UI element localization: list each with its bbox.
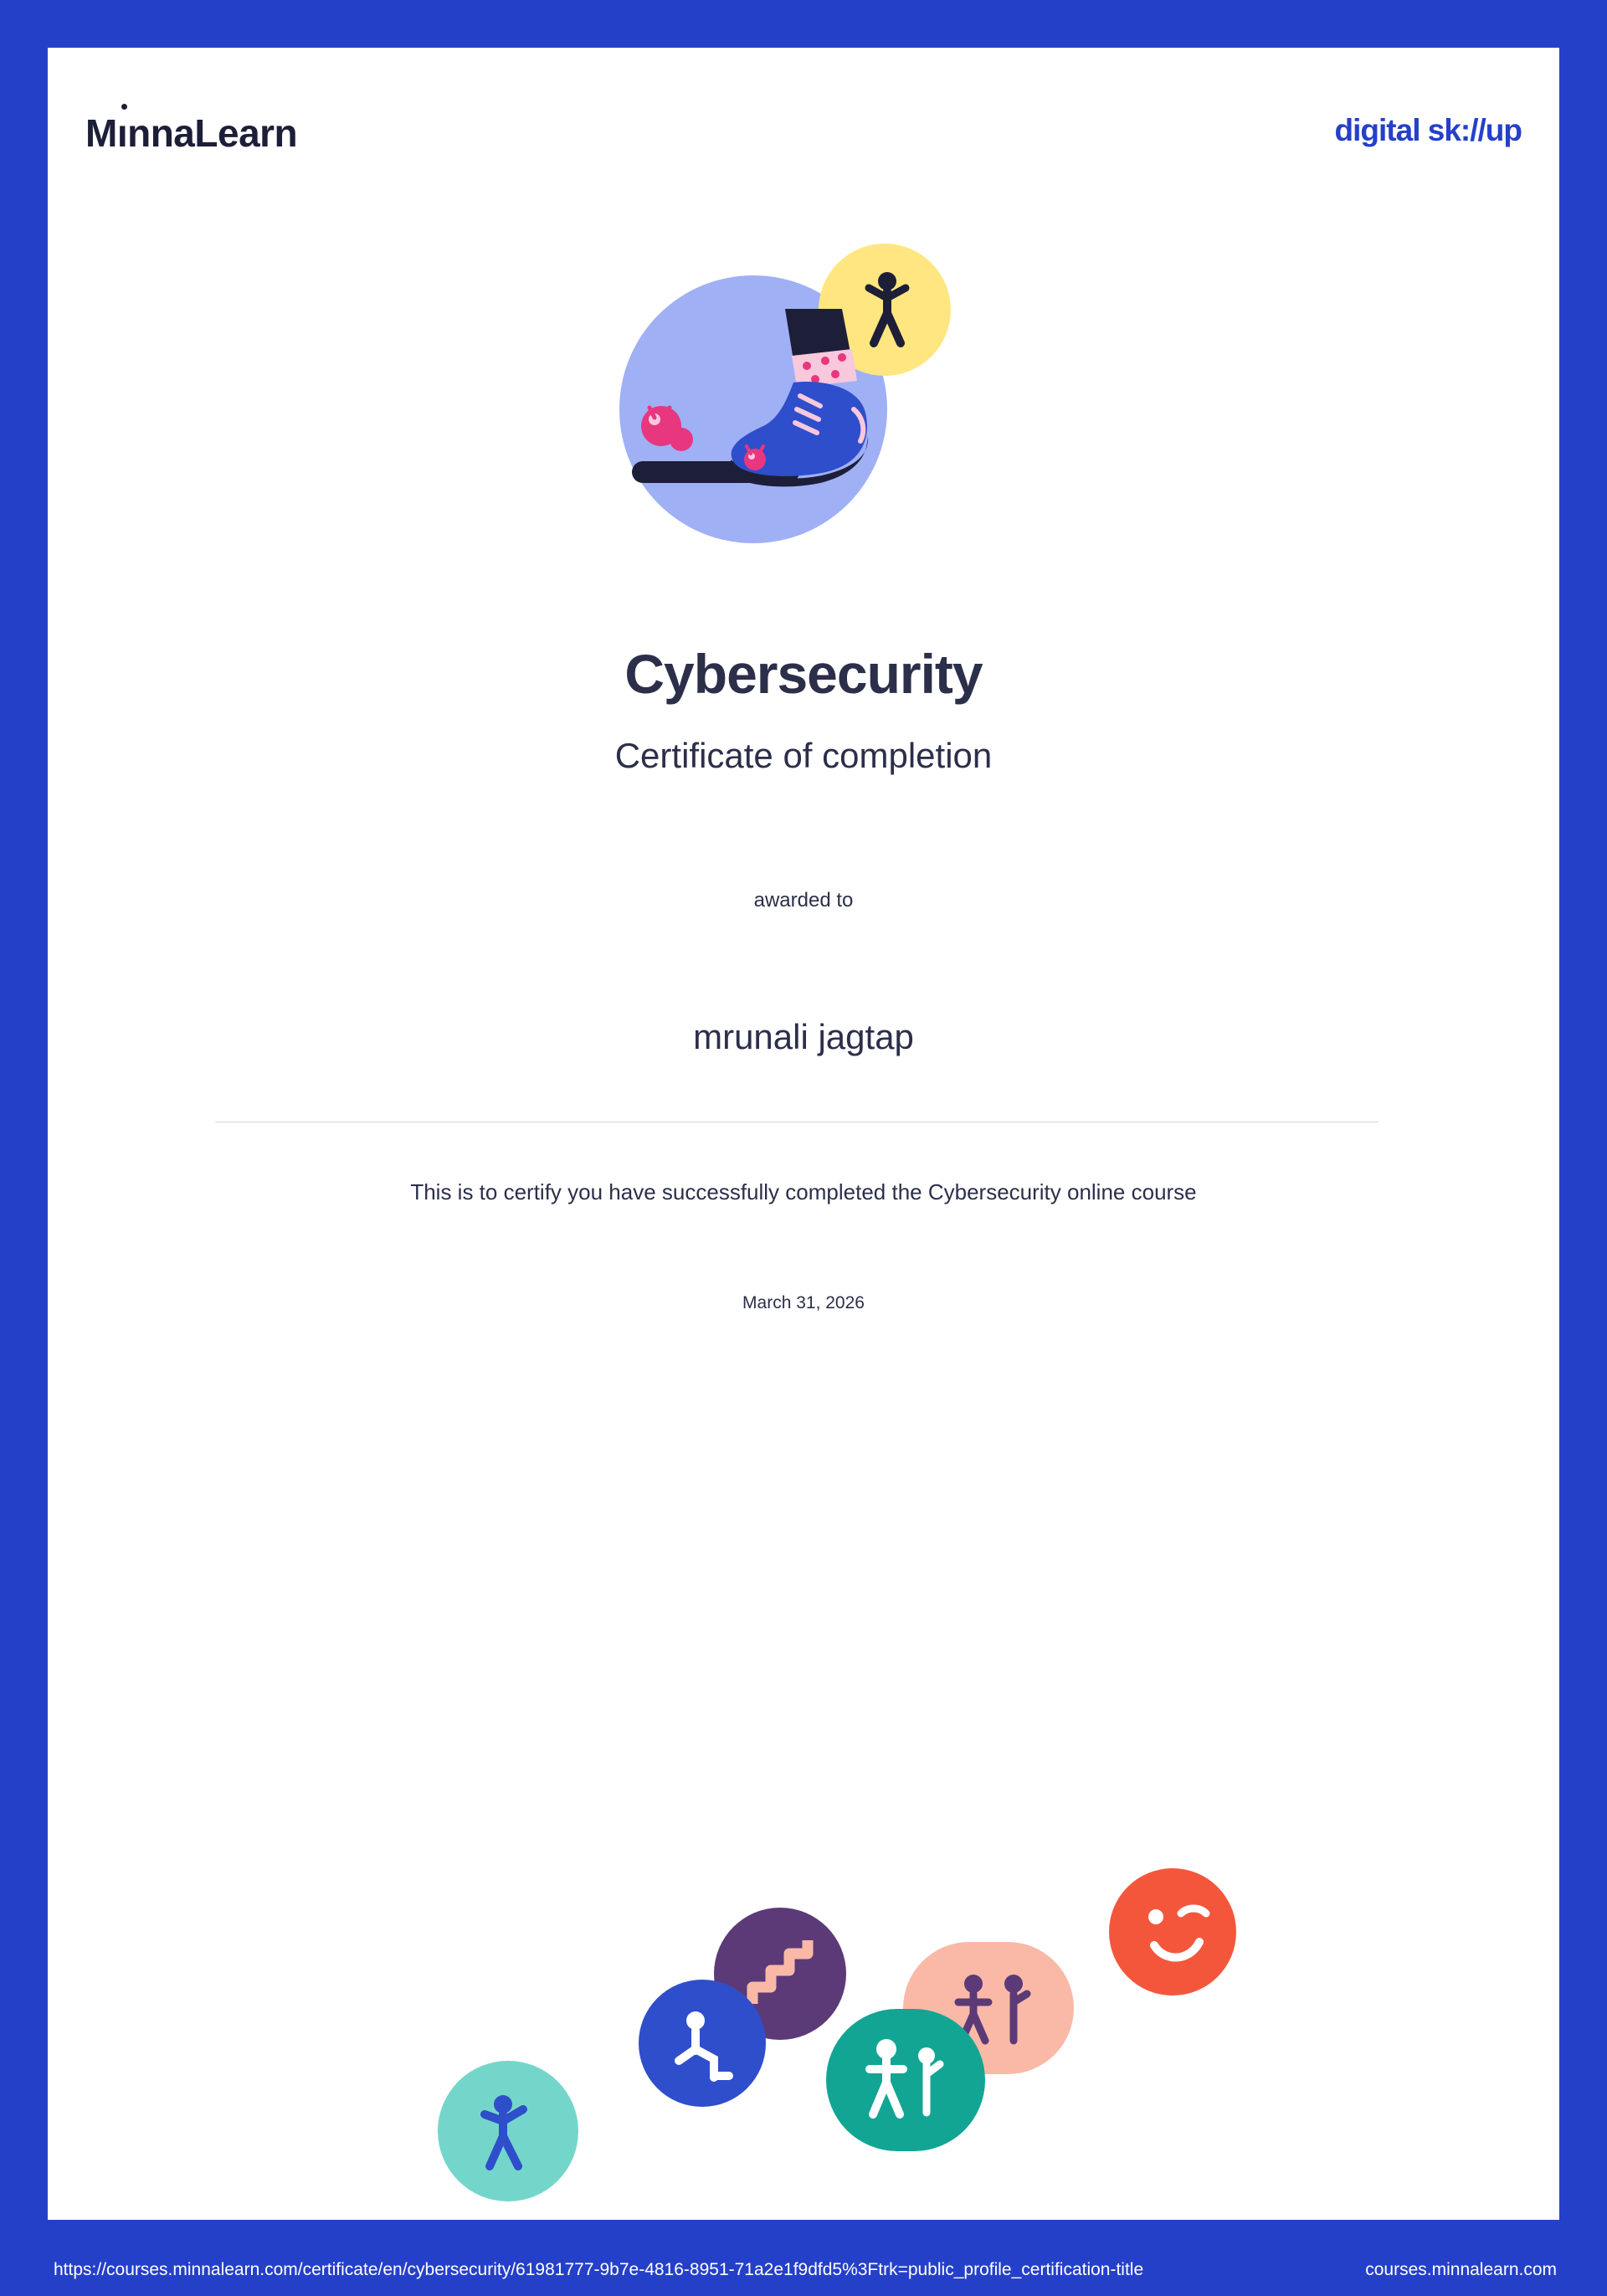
giant-shoe-icon bbox=[695, 309, 879, 510]
two-people-celebrating-icon bbox=[853, 2036, 957, 2123]
recipient-name: mrunali jagtap bbox=[693, 1017, 914, 1056]
pink-bug-icon bbox=[628, 401, 705, 466]
status-url-text: https://courses.minnalearn.com/certificate/en/cybersecurity/61981777-9b7e-4816-8951-71a2e1f9dfd5%3Ftrk=public_profile_certification-title bbox=[54, 2260, 1144, 2279]
certification-statement: This is to certify you have successfully completed the Cybersecurity online course bbox=[410, 1179, 1197, 1205]
brand-text: MınnaLearn bbox=[85, 111, 298, 155]
partner-text: digital sk://up bbox=[1334, 113, 1522, 147]
certificate-title: Cybersecurity bbox=[624, 643, 983, 705]
hero-illustration bbox=[611, 234, 996, 568]
decorative-blobs bbox=[48, 1785, 1559, 2220]
small-pink-bug-icon bbox=[737, 443, 775, 473]
certificate-subtitle: Certificate of completion bbox=[614, 736, 993, 775]
digital-skillup-logo bbox=[1335, 113, 1522, 148]
winking-face-icon bbox=[1109, 1868, 1236, 1996]
completion-date: March 31, 2026 bbox=[742, 1293, 865, 1312]
awarded-to-label: awarded to bbox=[753, 889, 854, 912]
kneeling-person-icon bbox=[669, 2009, 741, 2084]
stairs-icon bbox=[746, 1934, 814, 2014]
certificate-header bbox=[48, 48, 1559, 215]
cheering-person-icon bbox=[471, 2091, 548, 2171]
status-host-text: courses.minnalearn.com bbox=[1365, 2260, 1557, 2279]
certificate-card bbox=[48, 48, 1559, 2220]
browser-status-bar bbox=[0, 2244, 1607, 2296]
minnalearn-logo bbox=[85, 110, 297, 156]
